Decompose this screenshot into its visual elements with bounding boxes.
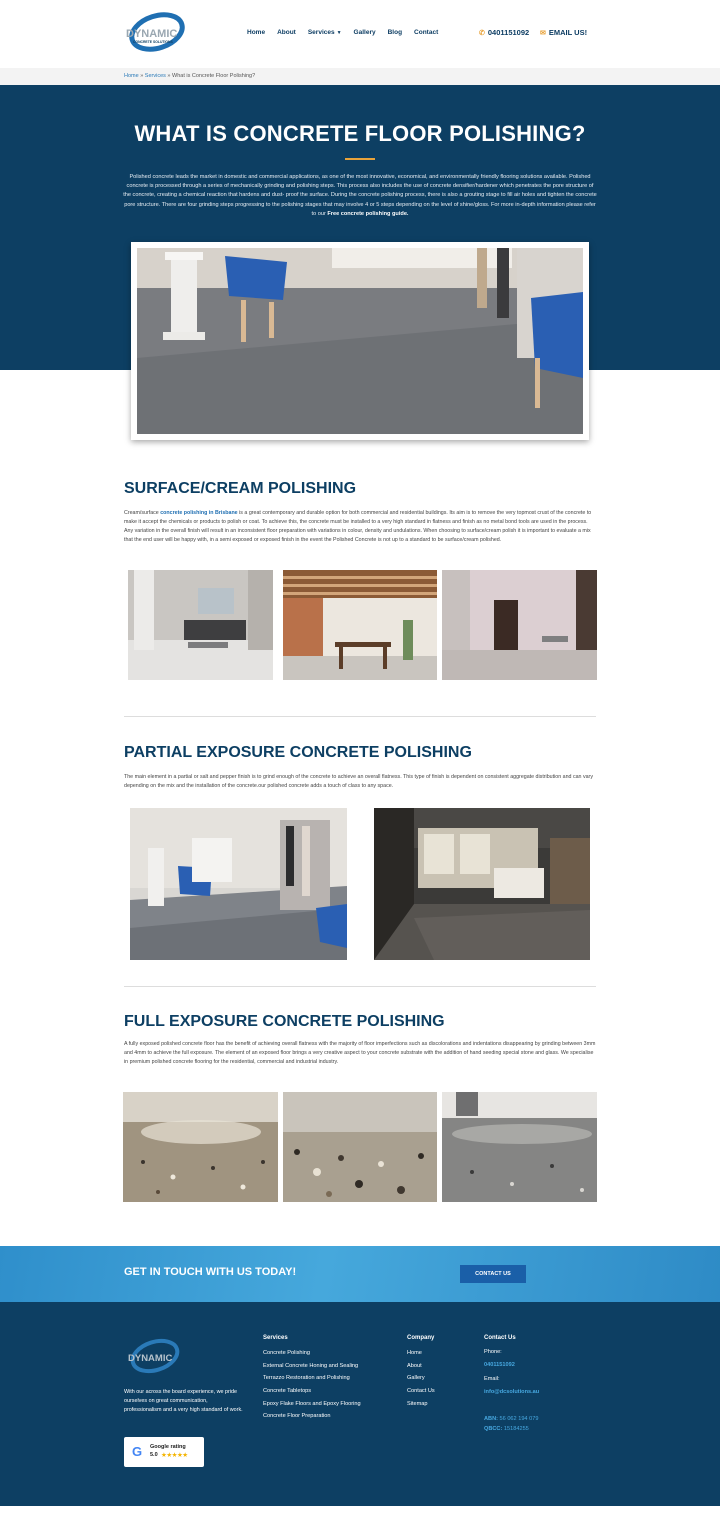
gallery-image-exposed-floor-2[interactable] [283,1092,437,1202]
footer-link-external-honing[interactable]: External Concrete Honing and Sealing [263,1362,359,1369]
footer-email-link[interactable]: info@dcsolutions.au [484,1389,540,1395]
footer-phone-label: Phone: [484,1349,502,1355]
section-text-partial: The main element in a partial or salt and pepper finish is to grind enough of the concrete to achieve an overall flatness. This type of finish is dependent on consistent aggregate distribution and can vary depending on the mix and the installation of the concrete.our polished concrete adds a touch of class to any space. [124,774,593,789]
dining-room-drawing [283,570,437,680]
breadcrumb-services[interactable]: Services [144,73,166,79]
footer-about-text: With our across the board experience, we pride ourselves on great communication, professionalism and a very high standard of work. [124,1389,243,1413]
nav-about[interactable]: About [277,29,296,36]
chevron-down-icon: ▼ [336,30,342,36]
gallery-image-hallway[interactable] [442,570,597,680]
google-rating-label: Google rating [150,1444,186,1450]
gallery-image-commercial[interactable] [374,808,590,960]
section-divider [124,986,596,987]
section-text-full: A fully exposed polished concrete floor has the benefit of achieving overall flatness with the majority of floor imperfections such as discolorations and indentations disappearing by grinding between 3mm and 4mm to achieve the full exposure. The element of an exposed floor brings a very creative aspect to your concrete substrate with the addition of hand seeding special stone and glass. We specialise in premium polished concrete flooring for the residential, commercial and industrial industry. [124,1041,596,1065]
section-divider [124,716,596,717]
header-email-label: EMAIL US! [548,28,588,37]
footer-email-label: Email: [484,1376,500,1382]
star-rating-icon: ★★★★★ [161,1452,188,1459]
exposed-floor-3-drawing [442,1092,597,1202]
envelope-icon: ✉ [540,30,546,37]
boutique-drawing [130,808,347,960]
header-phone-number: 0401151092 [487,28,530,37]
qbcc-label: QBCC: [484,1426,503,1432]
footer-contact-title: Contact Us [484,1335,516,1341]
footer-services-title: Services [263,1335,288,1341]
footer-company-title: Company [407,1335,435,1341]
footer-logo-text: DYNAMIC [128,1353,173,1364]
section-text-surface [124,509,596,545]
footer-link-contact-us[interactable]: Contact Us [407,1388,435,1395]
nav-contact[interactable]: Contact [414,29,439,36]
gallery-image-exposed-floor-1[interactable] [123,1092,278,1202]
breadcrumb-current: What is Concrete Floor Polishing? [172,73,256,79]
hero-intro-text: Polished concrete leads the market in domestic and commercial applications, as one of the most innovative, economical, and environmentally friendly flooring solutions available. Polished concrete is processed through a series of mechanically grinding and polishing steps. This process also includes the use of concrete densifier/hardener which penetrates the pore structure of the concrete, creating a chemical reaction that hardens and dust- proof the surface. During the concrete polishing process, there is also a grouting stage to fill air holes and tighten the concrete pore structure. There are four grinding steps progressing to the polishing stages that may involve 4 or 5 steps depending on the level of shine/gloss. For more in-depth information please refer to our [123,174,597,217]
footer-link-gallery[interactable]: Gallery [407,1375,425,1382]
footer-link-sitemap[interactable]: Sitemap [407,1400,428,1407]
breadcrumb-home[interactable]: Home [124,73,139,79]
cta-title: GET IN TOUCH WITH US TODAY! [124,1266,297,1278]
concrete-polishing-brisbane-link[interactable]: concrete polishing in Brisbane [160,510,238,516]
footer-link-floor-prep[interactable]: Concrete Floor Preparation [263,1413,331,1420]
section-text-surface-part2: is a great contemporary and durable option for both commercial and residential buildings. Its aim is to remove the very topmost crust of the concrete to make it accept the chemicals or products to polish or coat. To achieve this, the concrete must be installed to a very high standard in flatness and finish as no metal bond tools are used in the process. Any variation in the overall finish will result in an inconsistent floor preparation with variations in colour, density and undulations. When choosing to surface/cream polish it is important to evaluate a mix that the end user will be happy with, in a semi exposed or exposed finish in the event the Polished Concrete is not up to a standard to be surface/cream polished. [124,510,592,543]
site-header [0,0,720,68]
nav-services-label: Services [307,29,335,36]
logo-text: DYNAMIC [126,28,178,40]
cta-banner [0,1246,720,1302]
contact-us-button[interactable]: CONTACT US [460,1265,526,1283]
qbcc-value: 15184255 [503,1426,529,1432]
footer-link-concrete-polishing[interactable]: Concrete Polishing [263,1350,310,1356]
main-nav [247,29,438,36]
section-title-full: FULL EXPOSURE CONCRETE POLISHING [124,1013,445,1030]
hero-intro [122,173,598,219]
google-icon: G [132,1444,143,1459]
logo-subtext: CONCRETE SOLUTIONS [133,40,173,44]
breadcrumb-separator: » [138,73,145,79]
abn-label: ABN: [484,1416,498,1422]
hero-image-drawing [137,248,583,434]
footer-company-list [407,1350,435,1413]
footer-link-terrazzo[interactable]: Terrazzo Restoration and Polishing [263,1375,350,1382]
free-guide-link[interactable]: Free concrete polishing guide. [327,210,409,217]
footer-qbcc [484,1426,529,1432]
footer-link-home[interactable]: Home [407,1350,422,1356]
gallery-image-boutique[interactable] [130,808,347,960]
nav-gallery[interactable]: Gallery [353,29,376,36]
gallery-image-exposed-floor-3[interactable] [442,1092,597,1202]
footer-abn [484,1416,538,1422]
footer-phone-link[interactable]: 0401151092 [484,1362,515,1368]
page-bottom-strip [0,1506,720,1538]
nav-blog[interactable]: Blog [387,29,403,36]
hallway-drawing [442,570,597,680]
google-rating-score: 5.0 [150,1452,158,1458]
nav-services[interactable] [308,29,342,36]
section-title-surface: SURFACE/CREAM POLISHING [124,480,357,497]
exposed-floor-1-drawing [123,1092,278,1202]
abn-value: 56 062 194 079 [499,1416,539,1422]
header-email-link[interactable] [540,28,587,37]
commercial-drawing [374,808,590,960]
footer-link-about[interactable]: About [407,1362,422,1369]
header-phone-link[interactable] [479,28,529,37]
footer-logo[interactable] [125,1336,187,1380]
section-title-partial: PARTIAL EXPOSURE CONCRETE POLISHING [124,744,472,761]
gallery-image-dining-room[interactable] [283,570,437,680]
breadcrumb-separator: » [165,73,173,79]
living-room-drawing [128,570,273,680]
hero-image [137,248,583,434]
hero-image-frame [131,242,589,440]
exposed-floor-2-drawing [283,1092,437,1202]
section-text-surface-part1: Cream/surface [124,510,161,516]
gallery-image-living-room[interactable] [128,570,273,680]
breadcrumb [0,68,720,85]
footer-link-tabletops[interactable]: Concrete Tabletops [263,1388,312,1395]
nav-home[interactable]: Home [247,29,266,36]
footer-link-epoxy[interactable]: Epoxy Flake Floors and Epoxy Flooring [263,1400,361,1407]
footer-services-list [263,1350,361,1426]
google-rating-badge[interactable] [124,1437,204,1467]
title-underline [345,158,375,160]
dynamic-logo[interactable] [124,10,194,58]
page-title: WHAT IS CONCRETE FLOOR POLISHING? [134,121,586,146]
phone-icon: ✆ [479,30,485,37]
